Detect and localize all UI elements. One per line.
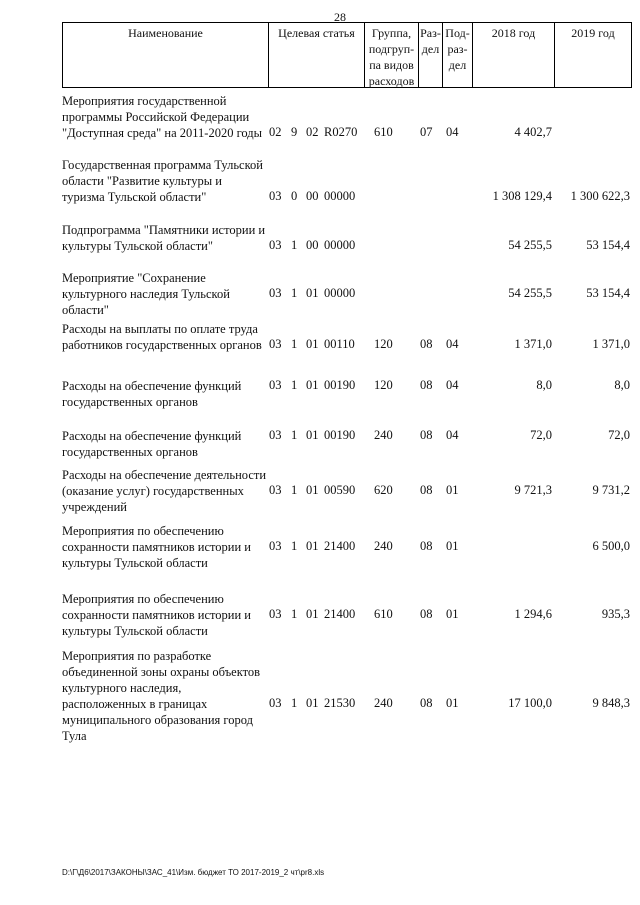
cell-y2019: 53 154,4 xyxy=(586,238,630,252)
cell-y2018: 4 402,7 xyxy=(514,125,552,139)
cell-t3: 01 xyxy=(306,483,319,497)
cell-y2019: 9 848,3 xyxy=(592,696,630,710)
cell-t2: 1 xyxy=(291,238,298,252)
cell-subsection: 04 xyxy=(446,428,459,442)
cell-t1: 03 xyxy=(269,286,282,300)
table-row xyxy=(62,321,632,369)
row-name: Мероприятие "Сохранение культурного наследия Тульской области" xyxy=(62,271,230,317)
cell-t3: 00 xyxy=(306,189,319,203)
cell-t4: R0270 xyxy=(324,125,358,139)
cell-t3: 01 xyxy=(306,378,319,392)
cell-subsection: 04 xyxy=(446,125,459,139)
cell-t1: 03 xyxy=(269,238,282,252)
cell-t4: 00000 xyxy=(324,286,356,300)
cell-section: 08 xyxy=(420,696,433,710)
cell-section: 08 xyxy=(420,337,433,351)
table-row xyxy=(62,270,632,318)
header-subsection: Под-раз-дел xyxy=(443,23,473,87)
cell-y2019: 8,0 xyxy=(614,378,630,392)
cell-t2: 0 xyxy=(291,189,298,203)
cell-y2019: 72,0 xyxy=(608,428,630,442)
cell-subsection: 01 xyxy=(446,696,459,710)
cell-group: 240 xyxy=(374,428,393,442)
cell-subsection: 01 xyxy=(446,539,459,553)
cell-t4: 21530 xyxy=(324,696,356,710)
cell-t4: 00590 xyxy=(324,483,356,497)
cell-t2: 9 xyxy=(291,125,298,139)
cell-t1: 03 xyxy=(269,607,282,621)
cell-t2: 1 xyxy=(291,428,298,442)
cell-subsection: 04 xyxy=(446,378,459,392)
cell-t1: 03 xyxy=(269,539,282,553)
row-name: Расходы на выплаты по оплате труда работников государственных органов xyxy=(62,322,262,352)
cell-group: 240 xyxy=(374,539,393,553)
cell-section: 08 xyxy=(420,483,433,497)
cell-t3: 00 xyxy=(306,238,319,252)
cell-t2: 1 xyxy=(291,696,298,710)
cell-group: 620 xyxy=(374,483,393,497)
cell-subsection: 01 xyxy=(446,607,459,621)
file-path-footer: D:\Г\Д6\2017\ЗАКОНЫ\ЗАС_41\Изм. бюджет ТО 2017-2019_2 чт\pr8.xls xyxy=(62,868,325,877)
cell-t4: 00110 xyxy=(324,337,355,351)
row-name: Мероприятия по обеспечению сохранности памятников истории и культуры Тульской области xyxy=(62,524,251,570)
row-name: Государственная программа Тульской области "Развитие культуры и туризма Тульской области" xyxy=(62,158,263,204)
cell-t1: 03 xyxy=(269,696,282,710)
cell-t2: 1 xyxy=(291,607,298,621)
cell-section: 08 xyxy=(420,607,433,621)
cell-t3: 01 xyxy=(306,286,319,300)
table-header xyxy=(62,22,632,88)
header-2018: 2018 год xyxy=(473,23,555,87)
cell-y2018: 54 255,5 xyxy=(508,238,552,252)
table-row xyxy=(62,428,632,460)
header-section: Раз-дел xyxy=(419,23,443,87)
cell-section: 08 xyxy=(420,539,433,553)
row-name: Расходы на обеспечение деятельности (оказание услуг) государственных учреждений xyxy=(62,468,267,514)
table-row xyxy=(62,157,632,221)
cell-y2019: 935,3 xyxy=(601,607,630,621)
cell-t1: 03 xyxy=(269,483,282,497)
cell-y2019: 1 300 622,3 xyxy=(570,189,630,203)
cell-group: 240 xyxy=(374,696,393,710)
table-row xyxy=(62,378,632,410)
row-name: Расходы на обеспечение функций государственных органов xyxy=(62,429,242,459)
cell-y2018: 17 100,0 xyxy=(508,696,552,710)
cell-y2019: 1 371,0 xyxy=(592,337,630,351)
cell-t3: 01 xyxy=(306,696,319,710)
cell-y2018: 8,0 xyxy=(536,378,552,392)
cell-t3: 01 xyxy=(306,539,319,553)
page-number: 28 xyxy=(334,10,346,24)
table-row xyxy=(62,467,632,515)
table-row xyxy=(62,591,632,639)
cell-subsection: 01 xyxy=(446,483,459,497)
table-row xyxy=(62,222,632,270)
cell-t3: 01 xyxy=(306,428,319,442)
cell-subsection: 04 xyxy=(446,337,459,351)
row-name: Подпрограмма "Памятники истории и культуры Тульской области" xyxy=(62,223,266,253)
row-name: Мероприятия государственной программы Российской Федерации "Доступная среда" на 2011-2020 годы xyxy=(62,94,263,140)
row-name: Мероприятия по разработке объединенной зоны охраны объектов культурного наследия, расположенных в границах муниципального образования город Тула xyxy=(62,649,261,743)
cell-y2019: 9 731,2 xyxy=(592,483,630,497)
table-row xyxy=(62,523,632,571)
cell-t1: 03 xyxy=(269,378,282,392)
cell-t3: 02 xyxy=(306,125,319,139)
header-name: Наименование xyxy=(63,23,269,87)
cell-t4: 21400 xyxy=(324,607,356,621)
cell-group: 120 xyxy=(374,378,393,392)
cell-t2: 1 xyxy=(291,483,298,497)
cell-t4: 21400 xyxy=(324,539,356,553)
header-2019: 2019 год xyxy=(571,26,615,40)
cell-y2018: 72,0 xyxy=(530,428,552,442)
cell-y2018: 1 294,6 xyxy=(514,607,552,621)
cell-section: 07 xyxy=(420,125,433,139)
row-name: Расходы на обеспечение функций государственных органов xyxy=(62,379,242,409)
cell-t1: 03 xyxy=(269,189,282,203)
cell-y2018: 1 371,0 xyxy=(514,337,552,351)
cell-group: 120 xyxy=(374,337,393,351)
cell-t2: 1 xyxy=(291,286,298,300)
cell-t3: 01 xyxy=(306,607,319,621)
cell-t1: 03 xyxy=(269,337,282,351)
cell-t1: 02 xyxy=(269,125,282,139)
cell-y2018: 54 255,5 xyxy=(508,286,552,300)
header-group: Группа, подгруп-па видов расходов xyxy=(365,23,419,87)
cell-y2018: 1 308 129,4 xyxy=(492,189,552,203)
cell-t4: 00190 xyxy=(324,428,356,442)
cell-t3: 01 xyxy=(306,337,319,351)
cell-section: 08 xyxy=(420,428,433,442)
header-target: Целевая статья xyxy=(269,23,365,87)
cell-t4: 00000 xyxy=(324,238,356,252)
cell-group: 610 xyxy=(374,607,393,621)
cell-t4: 00190 xyxy=(324,378,356,392)
cell-t2: 1 xyxy=(291,378,298,392)
cell-t2: 1 xyxy=(291,337,298,351)
cell-section: 08 xyxy=(420,378,433,392)
table-row xyxy=(62,648,632,744)
cell-y2019: 6 500,0 xyxy=(592,539,630,553)
cell-t2: 1 xyxy=(291,539,298,553)
row-name: Мероприятия по обеспечению сохранности памятников истории и культуры Тульской области xyxy=(62,592,251,638)
cell-t4: 00000 xyxy=(324,189,356,203)
cell-y2018: 9 721,3 xyxy=(514,483,552,497)
table-row xyxy=(62,93,632,157)
cell-t1: 03 xyxy=(269,428,282,442)
cell-group: 610 xyxy=(374,125,393,139)
cell-y2019: 53 154,4 xyxy=(586,286,630,300)
